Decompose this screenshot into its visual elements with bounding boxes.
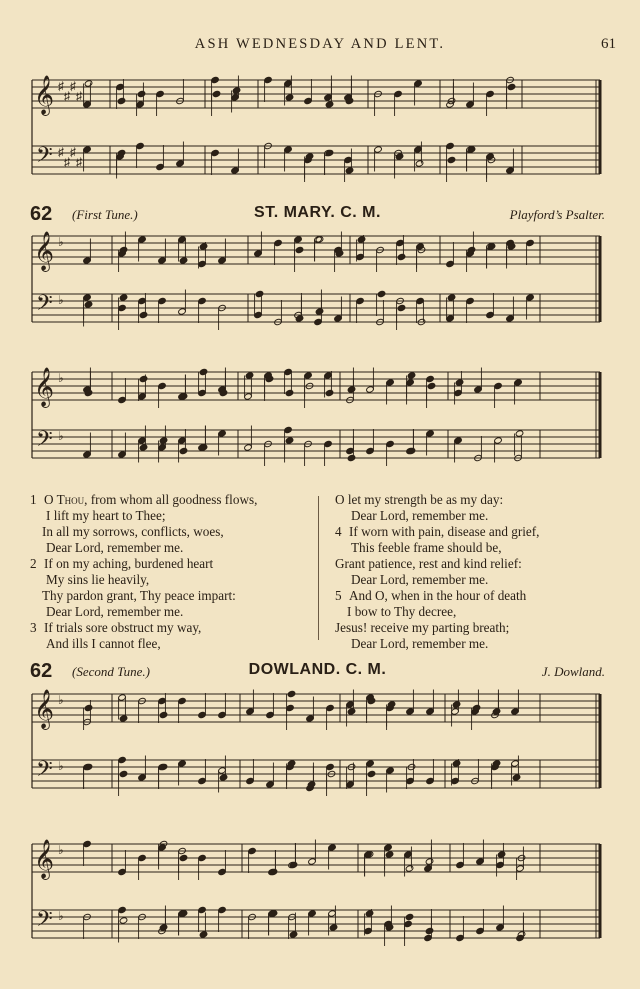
note-head <box>232 87 241 94</box>
note-head <box>407 372 416 379</box>
running-title: ASH WEDNESDAY AND LENT. <box>194 36 446 52</box>
verse-line <box>335 524 620 540</box>
note-head <box>137 90 146 97</box>
note-head <box>385 851 394 858</box>
note-head <box>405 913 414 920</box>
sharp-icon: ♯ <box>70 79 76 93</box>
page-number: 61 <box>601 36 616 52</box>
note-head <box>179 257 188 264</box>
verse-text: Grant patience, rest and kind relief: <box>335 556 522 571</box>
treble-clef-icon: 𝄞 <box>34 839 55 879</box>
flat-icon: ♭ <box>58 693 64 707</box>
verse-line <box>335 604 620 620</box>
note-head <box>117 97 126 104</box>
bass-clef-icon: 𝄢 <box>36 907 53 937</box>
hymn-header-second <box>30 660 605 684</box>
flat-icon: ♭ <box>58 759 64 773</box>
verse-line <box>30 620 310 636</box>
verse-line <box>335 572 620 588</box>
verse-number: 1 <box>30 492 37 507</box>
score-dowland-2 <box>0 828 640 963</box>
tune-name: DOWLAND. C. M. <box>248 661 387 678</box>
note-head <box>305 153 314 160</box>
note-head <box>517 931 526 938</box>
note-head <box>119 770 128 777</box>
note-head <box>285 437 294 444</box>
note-head <box>377 290 386 297</box>
note-head <box>84 80 93 87</box>
note-head <box>425 927 434 934</box>
sharp-icon: ♯ <box>58 79 64 93</box>
verse-text: My sins lie heavily, <box>46 572 150 587</box>
composer: J. Dowland. <box>541 664 605 679</box>
verses-right-column <box>335 492 620 652</box>
sharp-icon: ♯ <box>64 89 70 103</box>
verse-line <box>30 588 310 604</box>
verse-text: Dear Lord, remember me. <box>46 540 184 555</box>
flat-icon: ♭ <box>58 371 64 385</box>
note-head <box>397 253 406 260</box>
note-head <box>199 931 208 938</box>
verses-left-column <box>30 492 310 652</box>
flat-icon: ♭ <box>58 235 64 249</box>
score-st-mary-1 <box>0 226 640 346</box>
verse-text: Dear Lord, remember me. <box>351 508 489 523</box>
verse-line <box>30 572 310 588</box>
verse-line <box>30 556 310 572</box>
verse-text: And O, when in the hour of death <box>349 588 527 603</box>
verse-text: Dear Lord, remember me. <box>351 572 489 587</box>
verse-line <box>30 492 310 508</box>
note-head <box>512 774 521 781</box>
verse-line <box>30 508 310 524</box>
verse-line <box>30 540 310 556</box>
verse-text: If worn with pain, disease and grief, <box>349 524 540 539</box>
note-head <box>452 701 461 708</box>
note-head <box>455 379 464 386</box>
music-system-st-mary-2 <box>0 360 640 485</box>
note-head <box>307 781 316 788</box>
verse-text: In all my sorrows, conflicts, woes, <box>42 524 224 539</box>
composer: Playford’s Psalter. <box>509 207 605 222</box>
note-head <box>315 308 324 315</box>
note-head <box>117 149 126 156</box>
note-head <box>347 386 356 393</box>
verse-text: This feeble frame should be, <box>351 540 502 555</box>
bass-clef-icon: 𝄢 <box>36 757 53 787</box>
note-head <box>467 246 476 253</box>
note-head <box>179 447 188 454</box>
tune-label: (Second Tune.) <box>72 664 150 679</box>
music-system-top <box>0 66 640 196</box>
verse-text: Dear Lord, remember me. <box>351 636 489 651</box>
bass-clef-icon: 𝄢 <box>36 427 53 457</box>
music-system-dowland-1 <box>0 682 640 810</box>
verse-number: 2 <box>30 556 37 571</box>
verse-line <box>335 540 620 556</box>
note-head <box>285 389 294 396</box>
note-head <box>447 156 456 163</box>
note-head <box>347 454 356 461</box>
verse-text: And ills I cannot flee, <box>46 636 161 651</box>
note-head <box>365 910 374 917</box>
note-head <box>415 160 424 167</box>
tune-name: ST. MARY. C. M. <box>254 204 381 221</box>
verse-text: O let my strength be as my day: <box>335 492 504 507</box>
note-head <box>295 246 304 253</box>
score-st-mary-2 <box>0 360 640 485</box>
flat-icon: ♭ <box>58 909 64 923</box>
note-head <box>492 708 501 715</box>
score-dowland-1 <box>0 682 640 810</box>
note-head <box>255 290 264 297</box>
verse-line <box>30 604 310 620</box>
verse-text: I lift my heart to Thee; <box>46 508 166 523</box>
hymn-number: 62 <box>30 660 53 682</box>
note-head <box>295 315 304 322</box>
note-head <box>84 704 93 711</box>
score-top <box>0 66 640 196</box>
note-head <box>287 760 296 767</box>
note-head <box>387 701 396 708</box>
note-head <box>447 294 456 301</box>
note-head <box>119 246 128 253</box>
flat-icon: ♭ <box>58 843 64 857</box>
note-head <box>325 101 334 108</box>
note-head <box>119 294 128 301</box>
note-head <box>179 854 188 861</box>
note-head <box>212 90 221 97</box>
note-head <box>159 711 168 718</box>
treble-clef-icon: 𝄞 <box>34 367 55 407</box>
bass-clef-icon: 𝄢 <box>36 291 53 321</box>
bass-clef-icon: 𝄢 <box>36 143 53 173</box>
music-system-dowland-2 <box>0 828 640 963</box>
verse-line <box>30 524 310 540</box>
note-head <box>139 375 148 382</box>
note-head <box>345 167 354 174</box>
hymn-verses <box>30 492 610 651</box>
verse-line <box>335 636 620 652</box>
column-divider <box>318 496 319 640</box>
note-head <box>329 924 338 931</box>
sharp-icon: ♯ <box>64 155 70 169</box>
hymn-header-first <box>30 203 605 227</box>
note-head <box>219 774 228 781</box>
note-head <box>427 382 436 389</box>
verse-line <box>335 492 620 508</box>
verse-text: I bow to Thy decree, <box>347 604 457 619</box>
note-head <box>119 917 128 924</box>
note-head <box>159 924 168 931</box>
sharp-icon: ♯ <box>70 145 76 159</box>
verse-line <box>335 588 620 604</box>
note-head <box>287 690 296 697</box>
note-head <box>405 865 414 872</box>
note-head <box>289 931 298 938</box>
note-head <box>507 83 516 90</box>
note-head <box>199 243 208 250</box>
verse-first-words: O Thou <box>44 492 85 507</box>
treble-clef-icon: 𝄞 <box>34 231 55 271</box>
note-head <box>472 704 481 711</box>
treble-clef-icon: 𝄞 <box>34 75 55 115</box>
note-head <box>347 708 356 715</box>
tune-label: (First Tune.) <box>72 207 138 222</box>
note-head <box>515 430 524 437</box>
note-head <box>245 372 254 379</box>
verse-number: 5 <box>335 588 342 603</box>
note-head <box>84 301 93 308</box>
verse-text: , from whom all goodness flows, <box>84 492 258 507</box>
verse-text: If on my aching, burdened heart <box>44 556 214 571</box>
note-head <box>285 94 294 101</box>
note-head <box>357 236 366 243</box>
verse-text: Jesus! receive my parting breath; <box>335 620 510 635</box>
note-head <box>159 437 168 444</box>
note-head <box>367 770 376 777</box>
music-system-st-mary-1 <box>0 226 640 346</box>
flat-icon: ♭ <box>58 293 64 307</box>
sharp-icon: ♯ <box>76 155 82 169</box>
note-head <box>139 444 148 451</box>
note-head <box>119 715 128 722</box>
verse-line <box>30 636 310 652</box>
hymn-number: 62 <box>30 203 53 225</box>
note-head <box>395 153 404 160</box>
note-head <box>497 851 506 858</box>
verse-line <box>335 508 620 524</box>
note-head <box>199 368 208 375</box>
sharp-icon: ♯ <box>58 145 64 159</box>
verse-line <box>335 556 620 572</box>
note-head <box>452 760 461 767</box>
note-head <box>397 304 406 311</box>
note-head <box>425 858 434 865</box>
verse-text: Thy pardon grant, Thy peace impart: <box>42 588 236 603</box>
sharp-icon: ♯ <box>76 89 82 103</box>
verse-text: If trials sore obstruct my way, <box>44 620 202 635</box>
note-head <box>139 311 148 318</box>
treble-clef-icon: 𝄞 <box>34 689 55 729</box>
verse-number: 4 <box>335 524 342 539</box>
verse-number: 3 <box>30 620 37 635</box>
flat-icon: ♭ <box>58 429 64 443</box>
note-head <box>492 760 501 767</box>
verse-line <box>335 620 620 636</box>
verse-text: Dear Lord, remember me. <box>46 604 184 619</box>
note-head <box>325 389 334 396</box>
